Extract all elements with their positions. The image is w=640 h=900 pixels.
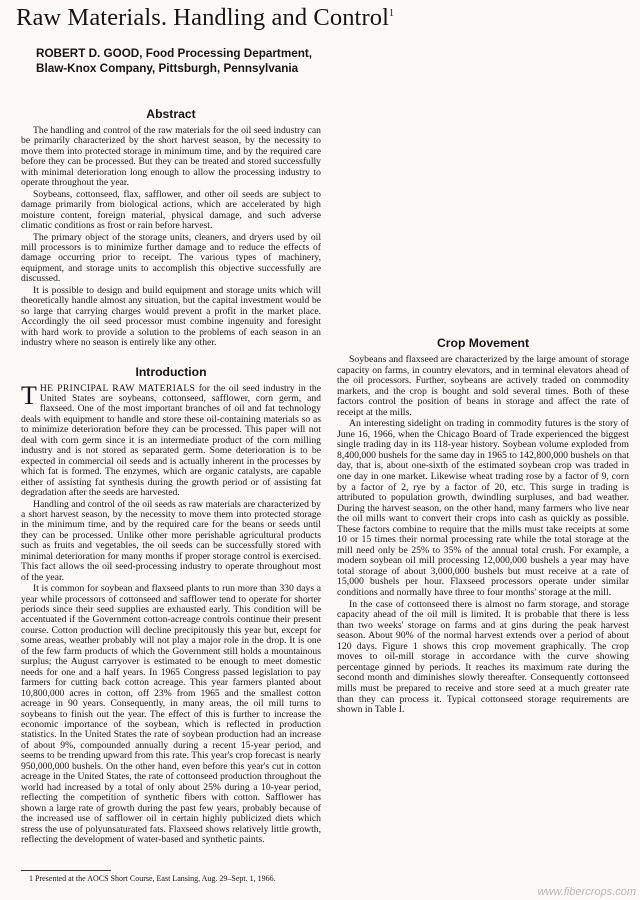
introduction-paragraph: It is common for soybean and flaxseed plants to run more than 330 days a year while processors of cottonseed and safflower tend to operate for shorter periods since their seed supplies are exhausted early. This condition will be accentuated if the Government cotton-acreage controls continue their present course. Cotton production will decline precipitously this year but, except for some areas, weather probably will not play a major role in the drop. It is one of the few farm products of which the Government still holds a mountainous surplus; the August carryover is estimated to be enough to meet domestic needs for one and a half years. In 1965 Congress passed legislation to pay farmers for cutting back cotton acreage. This year farmers planted about 10,800,000 acres in cotton, off 23% from 1965 and the smallest cotton acreage in 90 years. Consequently, in many areas, the oil mill turns to soybeans to finish out the year. The effect of this is further to increase the economic importance of the soybean, which is reflected in production statistics. In the United States the rate of soybean production had an increase of about 9%, compounded annually during a recent 15-year period, and seems to be trending upward from this rate. This year's crop forecast is nearly 950,000,000 bushels. On the other hand, even before this year's cut in cotton acreage in the United States, the rate of cottonseed production throughout the world had increased by a total of only about 25% during a 10-year period, reflecting the competition of synthetic fibers with cotton. Safflower has shown a large rate of growth during the past few years, probably because of the increased use of safflower oil in certain highly publicized diets which stress the use of polyunsaturated fats. Flaxseed shows relatively little growth, reflecting the development of water-based and synthetic paints. — [21, 583, 321, 845]
lead-in-text: for the oil seed industry in the United States are soybeans, cottonseed, safflower, corn germ, and flaxseed. One of the most important branches of oil and fat technology deals with equipment to handle and store these oil-containing materials so as to minimize deterioration before they can be processed. This paper will not deal with corn germ since it is an intermediate product of the corn milling industry and is not stored as separated germ. Some deterioration is to be expected in commercial oil seeds and is actually inherent in the processes by which fat is formed. The enzymes, which are organic catalysts, are capable either of assisting fat synthesis during the growth period or of assisting fat degradation after the seeds are harvested. — [21, 382, 321, 499]
author-line: ROBERT D. GOOD, Food Processing Department, — [36, 47, 312, 60]
lead-in-smallcaps: HE PRINCIPAL RAW MATERIALS — [39, 382, 196, 394]
abstract-paragraph: It is possible to design and build equipment and storage units which will theoretically handle almost any situation, but the capital investment would be so large that carrying charges would prevent a profit in the market place. Accordingly the oil seed processor must combine ingenuity and foresight with hard work to provide a solution to the problems of each season in an industry where no season is entirely like any other. — [21, 284, 321, 349]
crop-movement-paragraph: Soybeans and flaxseed are characterized by the large amount of storage capacity on farms, in country elevators, and in terminal elevators ahead of the oil processors. Further, soybeans are actively traded on commodity markets, and the crop is bought and sold several times. Both of these factors control the position of beans in storage and affect the rate of receipt at the mills. — [337, 354, 629, 418]
abstract-paragraph: The handling and control of the raw materials for the oil seed industry can be primarily characterized by the short harvest season, by the necessity to move them into protected storage in minimum time, and by the required care before they can be processed. But they can be treated and stored successfully with minimal deterioration long enough to allow the processing industry to operate throughout the year. — [21, 125, 321, 189]
abstract-paragraph: Soybeans, cottonseed, flax, safflower, and other oil seeds are subject to damage primarily from biological actions, which are accelerated by high moisture content, foreign material, physical damage, and such adverse climatic conditions as frost or rain before harvest. — [21, 188, 321, 232]
crop-movement-paragraph: An interesting sidelight on trading in commodity futures is the story of June 16, 1966, when the Chicago Board of Trade experienced the biggest single trading day in its 118-year history. Soybean volume exploded from 8,400,000 bushels for the same day in 1965 to 142,800,000 bushels on that day, that is, about one-sixth of the estimated soybean crop was traded in one day in one market. Likewise wheat trading rose by a factor of 9, corn by a factor of 2, rye by a factor of 20, etc. This surge in trading is attributed to population growth, dwindling surpluses, and bad weather. During the harvest season, on the other hand, many farmers who live near the oil mills want to convert their crops into cash as quickly as possible. These factors combine to require that the mills must take receipts at some 10 or 15 times their normal processing rate while the total storage at the mill need only be 25% to 35% of the annual total crush. For example, a modern soybean oil mill processing 12,000,000 bushels a year may have total storage of about 3,000,000 bushels but must receive at a rate of 15,000 bushels per hour. Flaxseed processors operate under similar conditions and normally have three to four months' storage at the mill. — [337, 418, 629, 599]
paper-title: Raw Materials. Handling and Control$^1$ — [16, 4, 395, 31]
abstract-paragraph: The primary object of the storage units, cleaners, and dryers used by oil mill processors is to minimize further damage and to reduce the effects of damage occurring prior to receipt. The various types of machinery, equipment, and storage units to accomplish this objective successfully are discussed. — [21, 231, 321, 285]
left-column — [21, 101, 321, 846]
affiliation-line: Blaw-Knox Company, Pittsburgh, Pennsylvania — [36, 62, 299, 75]
right-column — [337, 98, 629, 717]
introduction-lead-paragraph — [21, 380, 321, 499]
footnote-rule — [21, 870, 111, 871]
drop-cap: T — [21, 380, 37, 410]
footnote-block — [21, 866, 321, 884]
crop-movement-heading: Crop Movement — [436, 336, 530, 350]
introduction-heading: Introduction — [135, 364, 207, 379]
author-affiliation — [36, 46, 312, 76]
abstract-heading: Abstract — [146, 107, 196, 121]
introduction-paragraph: Handling and control of the oil seeds as raw materials are characterized by a short harvest season, by the necessity to move them into protected storage in the minimum time, and by the required care for the beans or seeds until they can be processed. Unlike other more perishable agricultural products such as fruits and vegetables, the oil seeds can be successfully stored with minimal deterioration for many months if proper storage control is exercised. This fact allows the oil seed-processing industry to operate throughout most of the year. — [21, 498, 321, 583]
crop-movement-paragraph: In the case of cottonseed there is almost no farm storage, and storage capacity ahead of the oil mill is limited. It is probable that there is less than two weeks' storage on farms and at gins during the peak harvest season. About 90% of the normal harvest extends over a period of about 120 days. Figure 1 shows this crop movement graphically. The crop moves to oil-mill storage in accordance with the curve showing percentage ginned by periods. It reaches its maximum rate during the second month and diminishes slowly thereafter. Consequently cottonseed mills must be prepared to receive and store seed at a much greater rate than they can process it. Typical cottonseed storage requirements are shown in Table I. — [337, 598, 629, 716]
title-footnote-mark: 1 — [388, 7, 395, 19]
watermark: www.fibercrops.com — [537, 886, 636, 898]
footnote: 1 Presented at the AOCS Short Course, East Lansing, Aug. 29–Sept. 1, 1966. — [29, 874, 276, 883]
